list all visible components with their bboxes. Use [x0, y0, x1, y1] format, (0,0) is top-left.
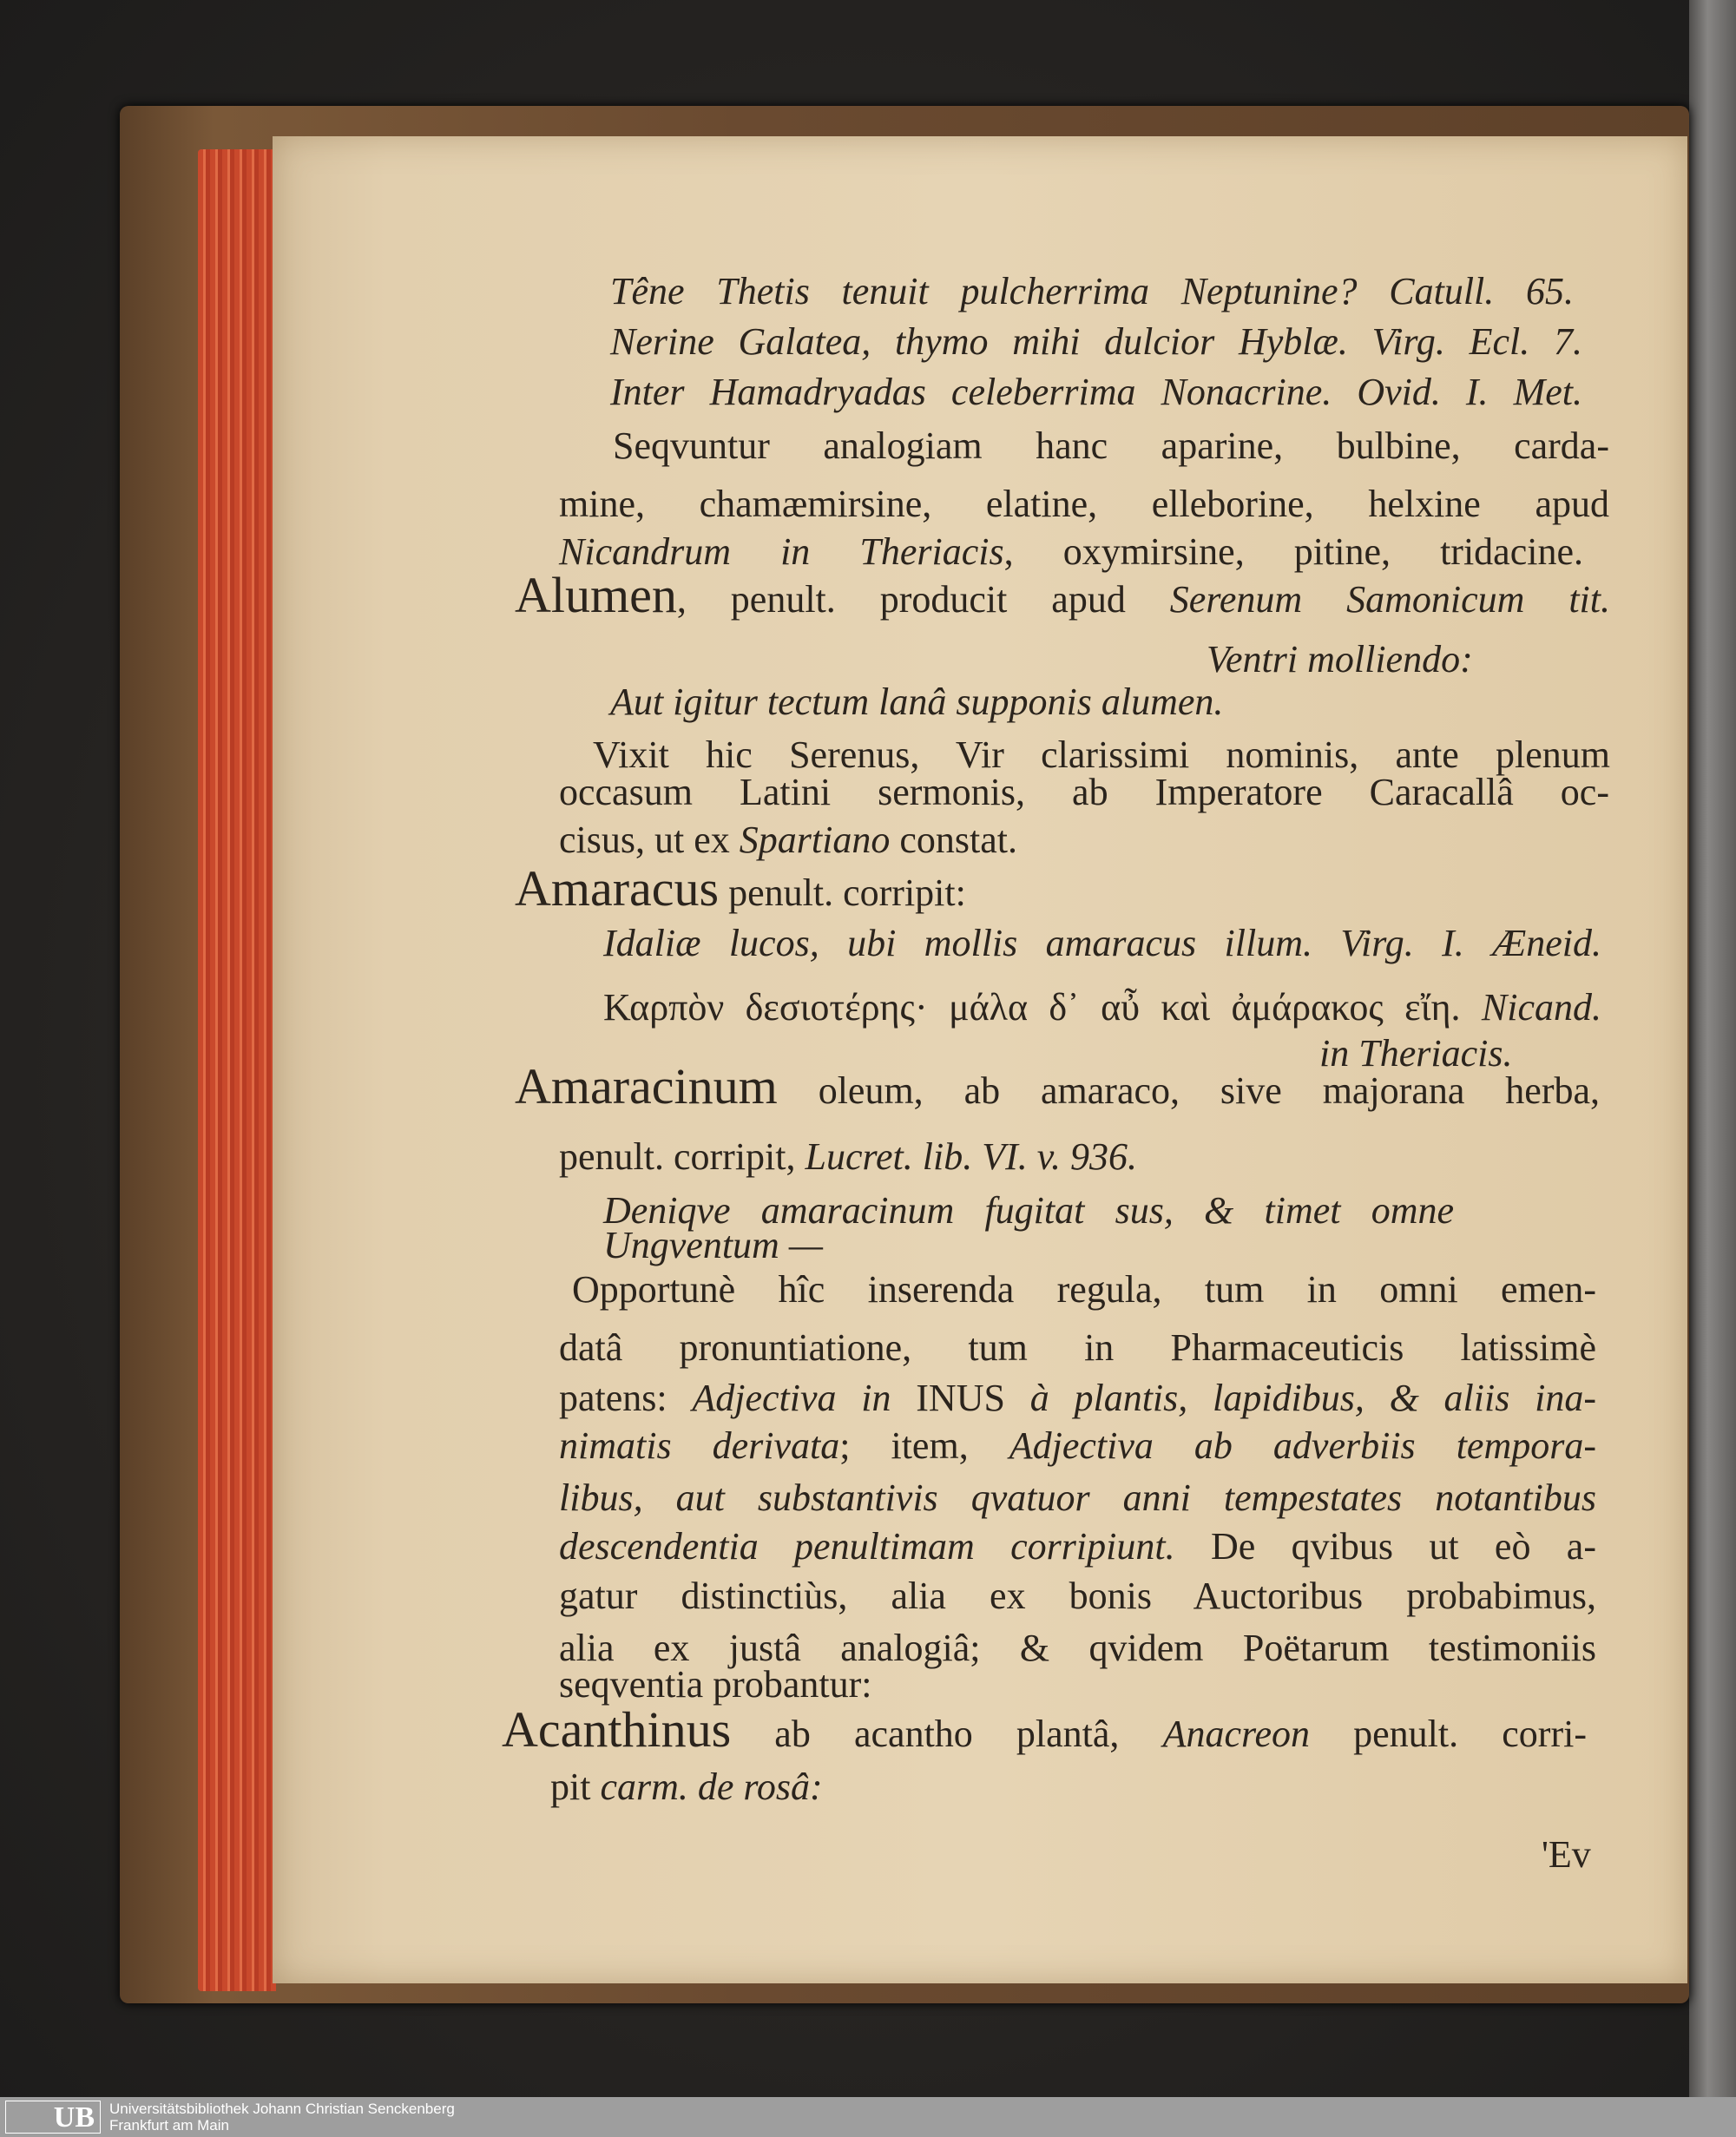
italic-text: Inter Hamadryadas celeberrima Nonacrine. Ovid. I. Met. [610, 371, 1582, 413]
red-page-edges [198, 149, 276, 1991]
roman-text: ; item, [839, 1424, 1009, 1467]
roman-text: penult. corripit, [559, 1135, 806, 1178]
text-line [610, 680, 1223, 725]
italic-text: Idaliæ lucos, ubi mollis amaracus illum. Virg. I. Æneid. [603, 922, 1601, 964]
roman-text: patens: [559, 1377, 693, 1419]
roman-text: gatur distinctiùs, alia ex bonis Auctoribus probabimus, [559, 1575, 1596, 1617]
text-line [1207, 637, 1473, 682]
text-line [559, 1134, 1137, 1180]
roman-text: penult. corripit: [719, 871, 966, 914]
roman-text: Seqvuntur analogiam hanc aparine, bulbine, carda- [613, 424, 1609, 467]
roman-text: oleum, ab amaraco, sive majorana herba, [777, 1069, 1600, 1112]
text-line [515, 860, 966, 917]
roman-text: , oxymirsine, pitine, tridacine. [1003, 530, 1583, 573]
italic-text: Adjectiva in [692, 1377, 917, 1419]
roman-text: pit [550, 1765, 601, 1808]
roman-text: cisus, ut ex [559, 819, 740, 861]
italic-text: Nicandrum in Theriacis [559, 530, 1004, 573]
roman-text: datâ pronuntiatione, tum in Pharmaceuticis latissimè [559, 1326, 1596, 1369]
text-line [515, 567, 1610, 623]
text-line [559, 1574, 1596, 1619]
italic-text: descendentia penultimam corripiunt. [559, 1525, 1175, 1568]
roman-text: Καρπὸν δεσιοτέρης· μάλα δ᾽ αὖ καὶ ἀμάρακος εἴη. [603, 986, 1482, 1029]
italic-text: à plantis, lapidibus, & aliis ina- [1004, 1377, 1596, 1419]
roman-text: INUS [916, 1377, 1005, 1419]
roman-text: Opportunè hîc inserenda regula, tum in omni emen- [572, 1268, 1596, 1311]
roman-text: alia ex justâ analogiâ; & qvidem Poëtarum testimoniis [559, 1627, 1596, 1669]
italic-text: Spartiano [739, 819, 891, 861]
roman-text: penult. corri- [1310, 1713, 1587, 1755]
roman-text: constat. [890, 819, 1017, 861]
library-city: Frankfurt am Main [109, 2117, 229, 2134]
italic-text: Nicand. [1481, 986, 1601, 1029]
text-line [572, 1267, 1596, 1312]
entry-headword: Amaracus [515, 860, 720, 917]
text-line [610, 319, 1582, 365]
italic-text: Serenum Samonicum tit. [1169, 578, 1610, 621]
entry-headword: Alumen [515, 567, 677, 623]
italic-text: Lucret. lib. VI. v. 936. [805, 1135, 1137, 1178]
library-footer [0, 2097, 1736, 2137]
text-line [1542, 1832, 1591, 1877]
text-line [610, 370, 1582, 415]
italic-text: nimatis derivata [559, 1424, 840, 1467]
text-line [559, 529, 1583, 575]
entry-headword: Acanthinus [502, 1701, 732, 1758]
text-line [559, 1524, 1596, 1569]
italic-text: Adjectiva ab adverbiis tempora- [1009, 1424, 1596, 1467]
text-line [559, 1325, 1596, 1371]
text-line [559, 818, 1017, 863]
text-line [559, 1376, 1596, 1421]
text-line [559, 1476, 1596, 1521]
italic-text: Ungventum — [603, 1224, 823, 1266]
roman-text: occasum Latini sermonis, ab Imperatore Caracallâ oc- [559, 771, 1609, 813]
italic-text: Anacreon [1162, 1713, 1311, 1755]
italic-text: Nerine Galatea, thymo mihi dulcior Hyblæ. Virg. Ecl. 7. [610, 320, 1582, 363]
roman-text: mine, chamæmirsine, elatine, elleborine, helxine apud [559, 483, 1609, 525]
italic-text: libus, aut substantivis qvatuor anni tempestates notantibus [559, 1476, 1596, 1519]
italic-text: Aut igitur tectum lanâ supponis alumen. [610, 681, 1224, 723]
text-line [502, 1701, 1587, 1758]
roman-text: ab acantho plantâ, [731, 1713, 1163, 1755]
italic-text: Ventri molliendo: [1207, 638, 1473, 681]
text-line [559, 482, 1609, 527]
plastic-sheet-edge [1689, 0, 1736, 2097]
roman-text: , penult. producit apud [676, 578, 1170, 621]
roman-text: De qvibus ut eò a- [1174, 1525, 1596, 1568]
text-line [610, 269, 1574, 314]
library-name: Universitätsbibliothek Johann Christian Senckenberg [109, 2101, 455, 2117]
text-line [613, 424, 1609, 469]
roman-text: 'Ev [1542, 1833, 1591, 1876]
ub-logo: UB [5, 2101, 101, 2134]
entry-headword: Amaracinum [515, 1058, 778, 1115]
text-line [603, 921, 1601, 966]
text-line [515, 1058, 1600, 1115]
text-line [603, 1223, 823, 1268]
roman-text: Vixit hic Serenus, Vir clarissimi nominis, ante plenum [593, 733, 1610, 776]
italic-text: Deniqve amaracinum fugitat sus, & timet omne [603, 1189, 1454, 1232]
italic-text: in Theriacis. [1319, 1032, 1513, 1075]
text-line [559, 770, 1609, 815]
text-line [559, 1424, 1596, 1469]
roman-text: seqventia probantur: [559, 1663, 872, 1706]
text-line [603, 985, 1601, 1030]
italic-text: carm. de rosâ: [600, 1765, 823, 1808]
text-line [550, 1765, 823, 1810]
italic-text: Têne Thetis tenuit pulcherrima Neptunine? Catull. 65. [610, 270, 1574, 312]
